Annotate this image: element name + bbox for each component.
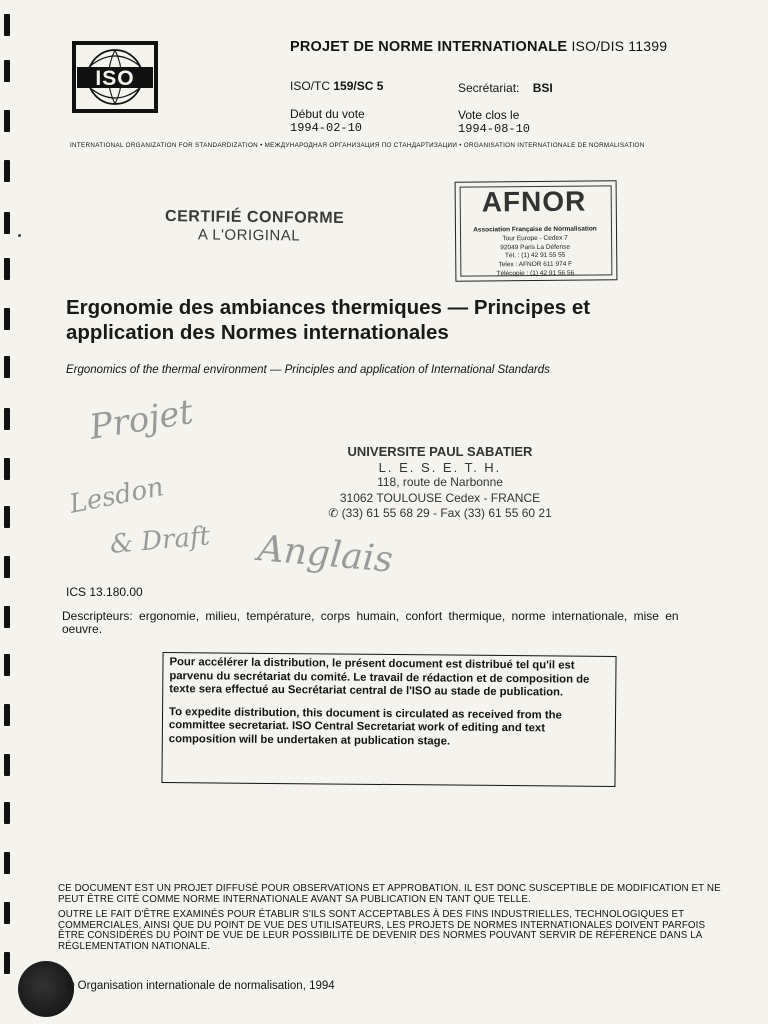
header-title (290, 38, 667, 55)
vote-end-label: Vote clos le (458, 108, 520, 122)
afnor-line: Télécopie : (1) 42 91 56 56 (496, 269, 575, 278)
handwriting-line4: Anglais (256, 528, 395, 581)
afnor-line: 92049 Paris La Défense (500, 243, 571, 251)
secretariat-label: Secrétariat: (458, 81, 520, 95)
binder-mark (4, 802, 10, 824)
binder-mark (4, 704, 10, 726)
notice-box (161, 652, 616, 787)
university-stamp (320, 444, 560, 522)
binder-mark (4, 506, 10, 528)
binder-mark (4, 754, 10, 776)
binder-mark (4, 160, 10, 182)
binder-mark (4, 556, 10, 578)
iso-logo (72, 41, 158, 113)
binder-mark (4, 212, 10, 234)
organization-line: INTERNATIONAL ORGANIZATION FOR STANDARDIZATION • МЕЖДУНАРОДНАЯ ОРГАНИЗАЦИЯ ПО СТАНДАРТИЗАЦИИ • ORGANISATION INTERNATIONALE DE NORMALISATION (70, 142, 645, 149)
university-phone-row (320, 506, 560, 522)
binder-dot (18, 234, 21, 237)
ics-code: ICS 13.180.00 (66, 585, 143, 599)
university-name: UNIVERSITE PAUL SABATIER (347, 444, 533, 459)
certified-stamp-line2: A L'ORIGINAL (197, 226, 301, 245)
certified-stamp-line1: CERTIFIÉ CONFORME (165, 208, 345, 227)
document-title (66, 295, 696, 345)
binder-mark (4, 258, 10, 280)
certified-stamp (165, 208, 345, 245)
binder-mark (4, 110, 10, 132)
afnor-address (462, 225, 608, 279)
afnor-logo: AFNOR (481, 185, 587, 218)
afnor-line: Tél. : (1) 42 91 55 55 (505, 252, 566, 260)
binder-mark (4, 606, 10, 628)
binder-mark (4, 902, 10, 924)
binder-mark (4, 356, 10, 378)
university-lab: L. E. S. E. T. H. (378, 459, 502, 475)
binder-mark (4, 14, 10, 36)
committee-number: 159/SC 5 (333, 79, 384, 93)
afnor-line: Association Française de Normalisation (473, 225, 597, 234)
notice-english: To expedite distribution, this document is circulated as received from the committee secretariat. ISO Central Secretariat work of editing and text composition will be undertaken at publication stage. (168, 705, 562, 748)
doc-number: ISO/DIS 11399 (571, 38, 668, 54)
university-phone: (33) 61 55 68 29 - Fax (33) 61 55 60 21 (341, 506, 552, 520)
title-line2: application des Normes internationales (66, 321, 449, 344)
vote-start-date: 1994-02-10 (290, 121, 363, 135)
afnor-line: Tour Europe - Cedex 7 (502, 234, 568, 243)
project-title: PROJET DE NORME INTERNATIONALE (290, 39, 568, 55)
secretariat (458, 81, 553, 95)
binder-mark (4, 60, 10, 82)
secretariat-value: BSI (532, 81, 553, 95)
english-title: Ergonomics of the thermal environment — Principles and application of International Standards (66, 364, 550, 376)
binder-mark (4, 952, 10, 974)
binder-mark (4, 308, 10, 330)
legal-paragraph-2: OUTRE LE FAIT D'ÊTRE EXAMINÉS POUR ÉTABLIR S'ILS SONT ACCEPTABLES À DES FINS INDUSTRIELLES, TECHNOLOGIQUES ET COMMERCIALES, AINSI QUE DU POINT DE VUE DES UTILISATEURS, LES PROJETS DE NORMES INTERNATIONALES DOIVENT PARFOIS ÊTRE CONSIDÉRÉS DU POINT DE VUE DE LEUR POSSIBILITÉ DE DEVENIR DES NORMES POUVANT SERVIR DE RÉFÉRENCE DANS LA RÉGLEMENTATION NATIONALE. (58, 909, 706, 952)
university-city: 31062 TOULOUSE Cedex - FRANCE (339, 490, 541, 505)
binder-mark (4, 408, 10, 430)
telephone-icon: ✆ (328, 506, 339, 520)
notice-french: Pour accélérer la distribution, le présent document est distribué tel qu'il est parvenu du secrétariat du comité. Le travail de rédaction et de composition de texte sera effectué au Secrétariat central de l'ISO au stade de publication. (169, 656, 590, 699)
copyright: © Organisation internationale de normalisation, 1994 (66, 980, 335, 992)
iso-logo-text: ISO (95, 67, 135, 90)
handwriting-line1: Projet (86, 391, 196, 448)
legal-paragraph-1: CE DOCUMENT EST UN PROJET DIFFUSÉ POUR OBSERVATIONS ET APPROBATION. IL EST DONC SUSCEPTIBLE DE MODIFICATION ET NE PEUT ÊTRE CITÉ COMME NORME INTERNATIONALE AVANT SA PUBLICATION EN TANT QUE TELLE. (58, 883, 721, 905)
handwriting-line2: Lesdon (67, 472, 167, 520)
handwriting-line3: & Draft (108, 521, 212, 560)
afnor-stamp (455, 180, 618, 281)
committee (290, 79, 383, 93)
title-line1: Ergonomie des ambiances thermiques — Principes et (66, 296, 591, 319)
university-street: 118, route de Narbonne (377, 475, 503, 489)
vote-start-label: Début du vote (290, 107, 365, 121)
descriptors: Descripteurs: ergonomie, milieu, température, corps humain, confort thermique, norme internationale, mise en oeuvre. (62, 609, 679, 636)
committee-prefix: ISO/TC (290, 79, 331, 93)
afnor-line: Telex : AFNOR 611 974 F (498, 260, 573, 269)
vote-end-date: 1994-08-10 (458, 122, 531, 136)
binder-mark (4, 458, 10, 480)
binder-mark (4, 654, 10, 676)
binder-mark (4, 852, 10, 874)
